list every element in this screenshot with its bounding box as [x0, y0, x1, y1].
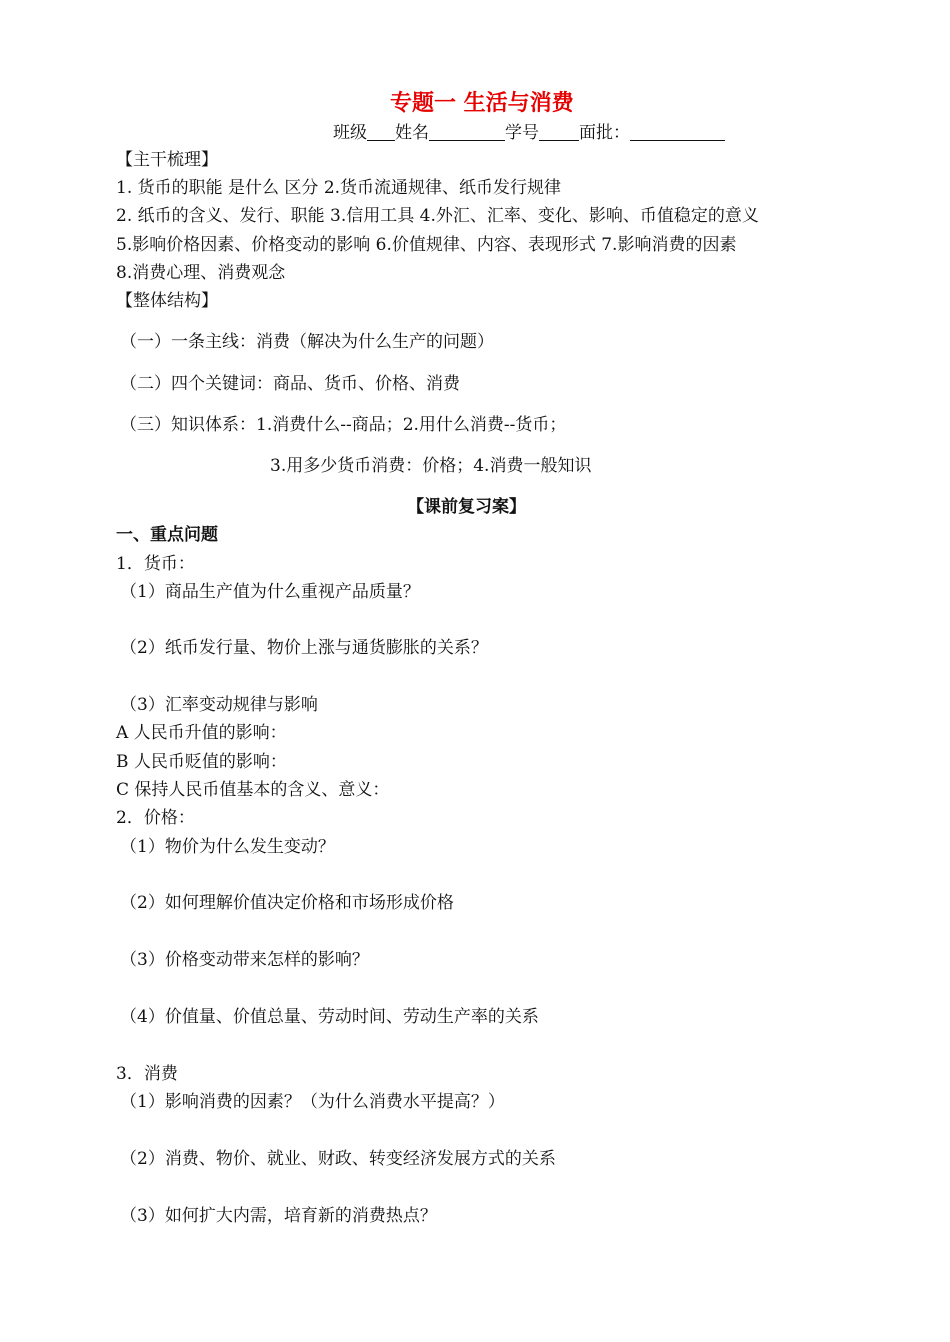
structure-line: 3.用多少货币消费：价格；4.消费一般知识	[270, 456, 592, 476]
question-item: 2．价格：	[116, 808, 195, 828]
question-item: （1）影响消费的因素？（为什么消费水平提高？）	[120, 1092, 505, 1112]
section-heading: 一、重点问题	[116, 525, 218, 545]
number-blank[interactable]	[539, 124, 579, 141]
question-item: （2）纸币发行量、物价上涨与通货膨胀的关系？	[120, 638, 488, 658]
structure-heading: 【整体结构】	[116, 291, 218, 311]
question-item: （3）汇率变动规律与影响	[120, 695, 318, 715]
question-item: 1．货币：	[116, 554, 195, 574]
student-info-line	[333, 124, 725, 142]
question-item: （4）价值量、价值总量、劳动时间、劳动生产率的关系	[120, 1007, 539, 1027]
structure-line: （二）四个关键词：商品、货币、价格、消费	[120, 374, 460, 394]
structure-line: （一）一条主线：消费（解决为什么生产的问题）	[120, 332, 494, 352]
main-point-line: 2. 纸币的含义、发行、职能 3.信用工具 4.外汇、汇率、变化、影响、币值稳定的意义	[116, 206, 759, 226]
name-blank[interactable]	[429, 124, 505, 141]
page-title: 专题一 生活与消费	[390, 91, 574, 116]
name-label: 姓名	[395, 123, 429, 143]
question-item: （1）物价为什么发生变动？	[120, 837, 335, 857]
question-item: C 保持人民币值基本的含义、意义：	[116, 780, 390, 800]
main-point-line: 5.影响价格因素、价格变动的影响 6.价值规律、内容、表现形式 7.影响消费的因素	[116, 235, 737, 255]
number-label: 学号	[505, 123, 539, 143]
class-blank[interactable]	[367, 124, 395, 141]
question-item: （2）如何理解价值决定价格和市场形成价格	[120, 893, 454, 913]
review-label: 面批：	[579, 123, 630, 143]
main-point-line: 1. 货币的职能 是什么 区分 2.货币流通规律、纸币发行规律	[116, 178, 562, 198]
review-heading: 【课前复习案】	[407, 497, 526, 517]
question-item: B 人民币贬值的影响：	[116, 752, 287, 772]
review-blank[interactable]	[630, 124, 725, 141]
question-item: 3．消费	[116, 1064, 178, 1084]
structure-line: （三）知识体系：1.消费什么--商品；2.用什么消费--货币；	[120, 415, 567, 435]
question-item: （1）商品生产值为什么重视产品质量？	[120, 582, 420, 602]
question-item: A 人民币升值的影响：	[116, 723, 287, 743]
main-point-line: 8.消费心理、消费观念	[116, 263, 286, 283]
question-item: （3）如何扩大内需，培育新的消费热点？	[120, 1206, 437, 1226]
question-item: （3）价格变动带来怎样的影响？	[120, 950, 369, 970]
class-label: 班级	[333, 123, 367, 143]
main-points-heading: 【主干梳理】	[116, 150, 218, 170]
question-item: （2）消费、物价、就业、财政、转变经济发展方式的关系	[120, 1149, 556, 1169]
